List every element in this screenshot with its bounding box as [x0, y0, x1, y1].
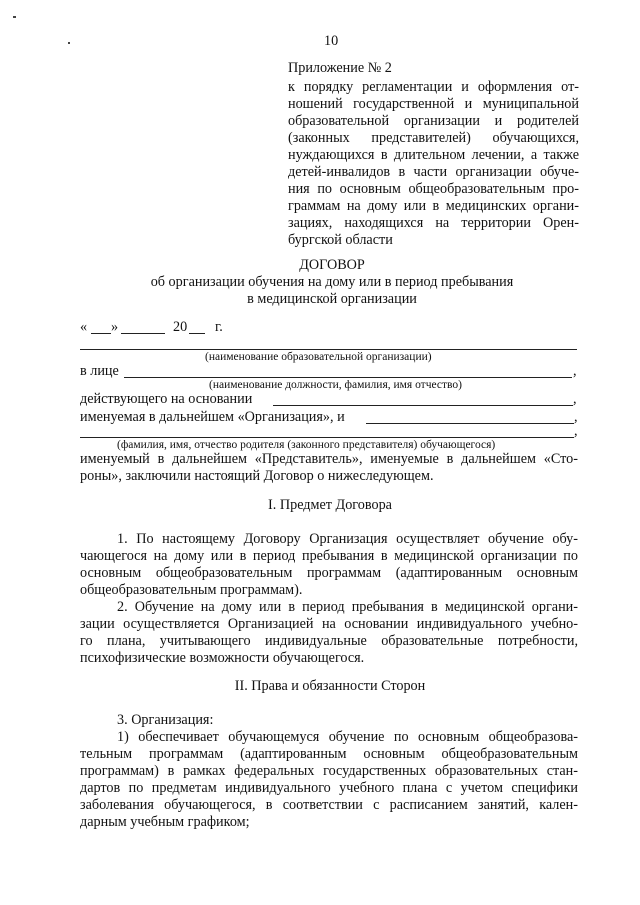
section-2-title: II. Права и обязанности Сторон [234, 678, 426, 694]
appendix-title: Приложение № 2 [288, 60, 392, 76]
appendix-line: ния по основным общеобразовательным про- [288, 181, 579, 197]
paragraph-line: чающегося на дому или в период пребывания в медицинской организации по [80, 548, 578, 564]
paragraph-line: дартов по предметам индивидуального учебного плана с учетом специфики [80, 780, 578, 796]
date-year-blank[interactable] [189, 333, 205, 334]
basis-blank[interactable] [273, 405, 573, 406]
representative-text-line: именуемый в дальнейшем «Представитель», именуемые в дальнейшем «Сто- [80, 451, 578, 467]
appendix-line: ношений государственной и муниципальной [288, 96, 579, 112]
date-day-blank[interactable] [91, 333, 111, 334]
parent-name-blank-2[interactable] [80, 437, 574, 438]
date-open-quote: « [80, 319, 88, 335]
in-person-label: в лице [80, 363, 119, 379]
scan-speck [68, 42, 70, 44]
scan-speck [13, 16, 16, 18]
date-year-prefix: 20 [173, 319, 188, 335]
paragraph-line: 2. Обучение на дому или в период пребывания в медицинской органи- [117, 599, 578, 615]
acting-basis-label: действующего на основании [80, 391, 253, 407]
representative-text-line: роны», заключили настоящий Договор о нижеследующем. [80, 468, 434, 484]
clause-3-title: 3. Организация: [117, 712, 214, 728]
comma: , [573, 391, 577, 407]
comma: , [574, 409, 578, 425]
appendix-line: (законных представителей) обучающихся, [288, 130, 579, 146]
appendix-line: зациях, находящихся на территории Орен- [288, 215, 579, 231]
date-year-suffix: г. [215, 319, 223, 335]
appendix-line: образовательной организации и родителей [288, 113, 579, 129]
appendix-line: детей-инвалидов в части организации обуче- [288, 164, 579, 180]
organization-name-blank[interactable] [80, 349, 577, 350]
paragraph-line: зации осуществляется Организацией на основании индивидуального учебно- [80, 616, 578, 632]
paragraph-line: основным общеобразовательным программам (адаптированным основным [80, 565, 578, 581]
paragraph-line: 1. По настоящему Договору Организация осуществляет обучение обу- [117, 531, 578, 547]
named-organization-label: именуемая в дальнейшем «Организация», и [80, 409, 345, 425]
appendix-line: к порядку регламентации и оформления от- [288, 79, 579, 95]
paragraph-line: психофизические возможности обучающегося. [80, 650, 365, 666]
date-close-quote: » [111, 319, 119, 335]
comma: , [573, 363, 577, 379]
paragraph-line: заболевания обучающегося, в соответствии с расписанием занятий, кален- [80, 797, 578, 813]
appendix-line: граммам на дому или в медицинских органи- [288, 198, 579, 214]
parent-name-blank-1[interactable] [366, 423, 574, 424]
paragraph-line: го плана, учитывающего индивидуальные образовательные потребности, [80, 633, 578, 649]
paragraph-line: дарным учебным графиком; [80, 814, 250, 830]
position-name-blank[interactable] [124, 377, 572, 378]
document-subtitle: об организации обучения на дому или в период пребывания [150, 274, 514, 290]
document-subtitle: в медицинской организации [247, 291, 417, 307]
appendix-line: нуждающихся в длительном лечении, а также [288, 147, 579, 163]
document-title: ДОГОВОР [299, 257, 365, 273]
paragraph-line: 1) обеспечивает обучающемуся обучение по основным общеобразова- [117, 729, 578, 745]
appendix-line: бургской области [288, 232, 393, 248]
date-month-blank[interactable] [121, 333, 165, 334]
position-caption: (наименование должности, фамилия, имя отчество) [209, 379, 462, 391]
comma: , [574, 423, 578, 439]
paragraph-line: программам) в рамках федеральных государственных образовательных стан- [80, 763, 578, 779]
paragraph-line: тельным программам (адаптированным основным общеобразовательным [80, 746, 578, 762]
parent-caption: (фамилия, имя, отчество родителя (законного представителя) обучающегося) [117, 439, 496, 451]
paragraph-line: общеобразовательным программам). [80, 582, 303, 598]
organization-caption: (наименование образовательной организации) [205, 351, 432, 363]
page-number: 10 [324, 33, 339, 49]
section-1-title: I. Предмет Договора [268, 497, 392, 513]
